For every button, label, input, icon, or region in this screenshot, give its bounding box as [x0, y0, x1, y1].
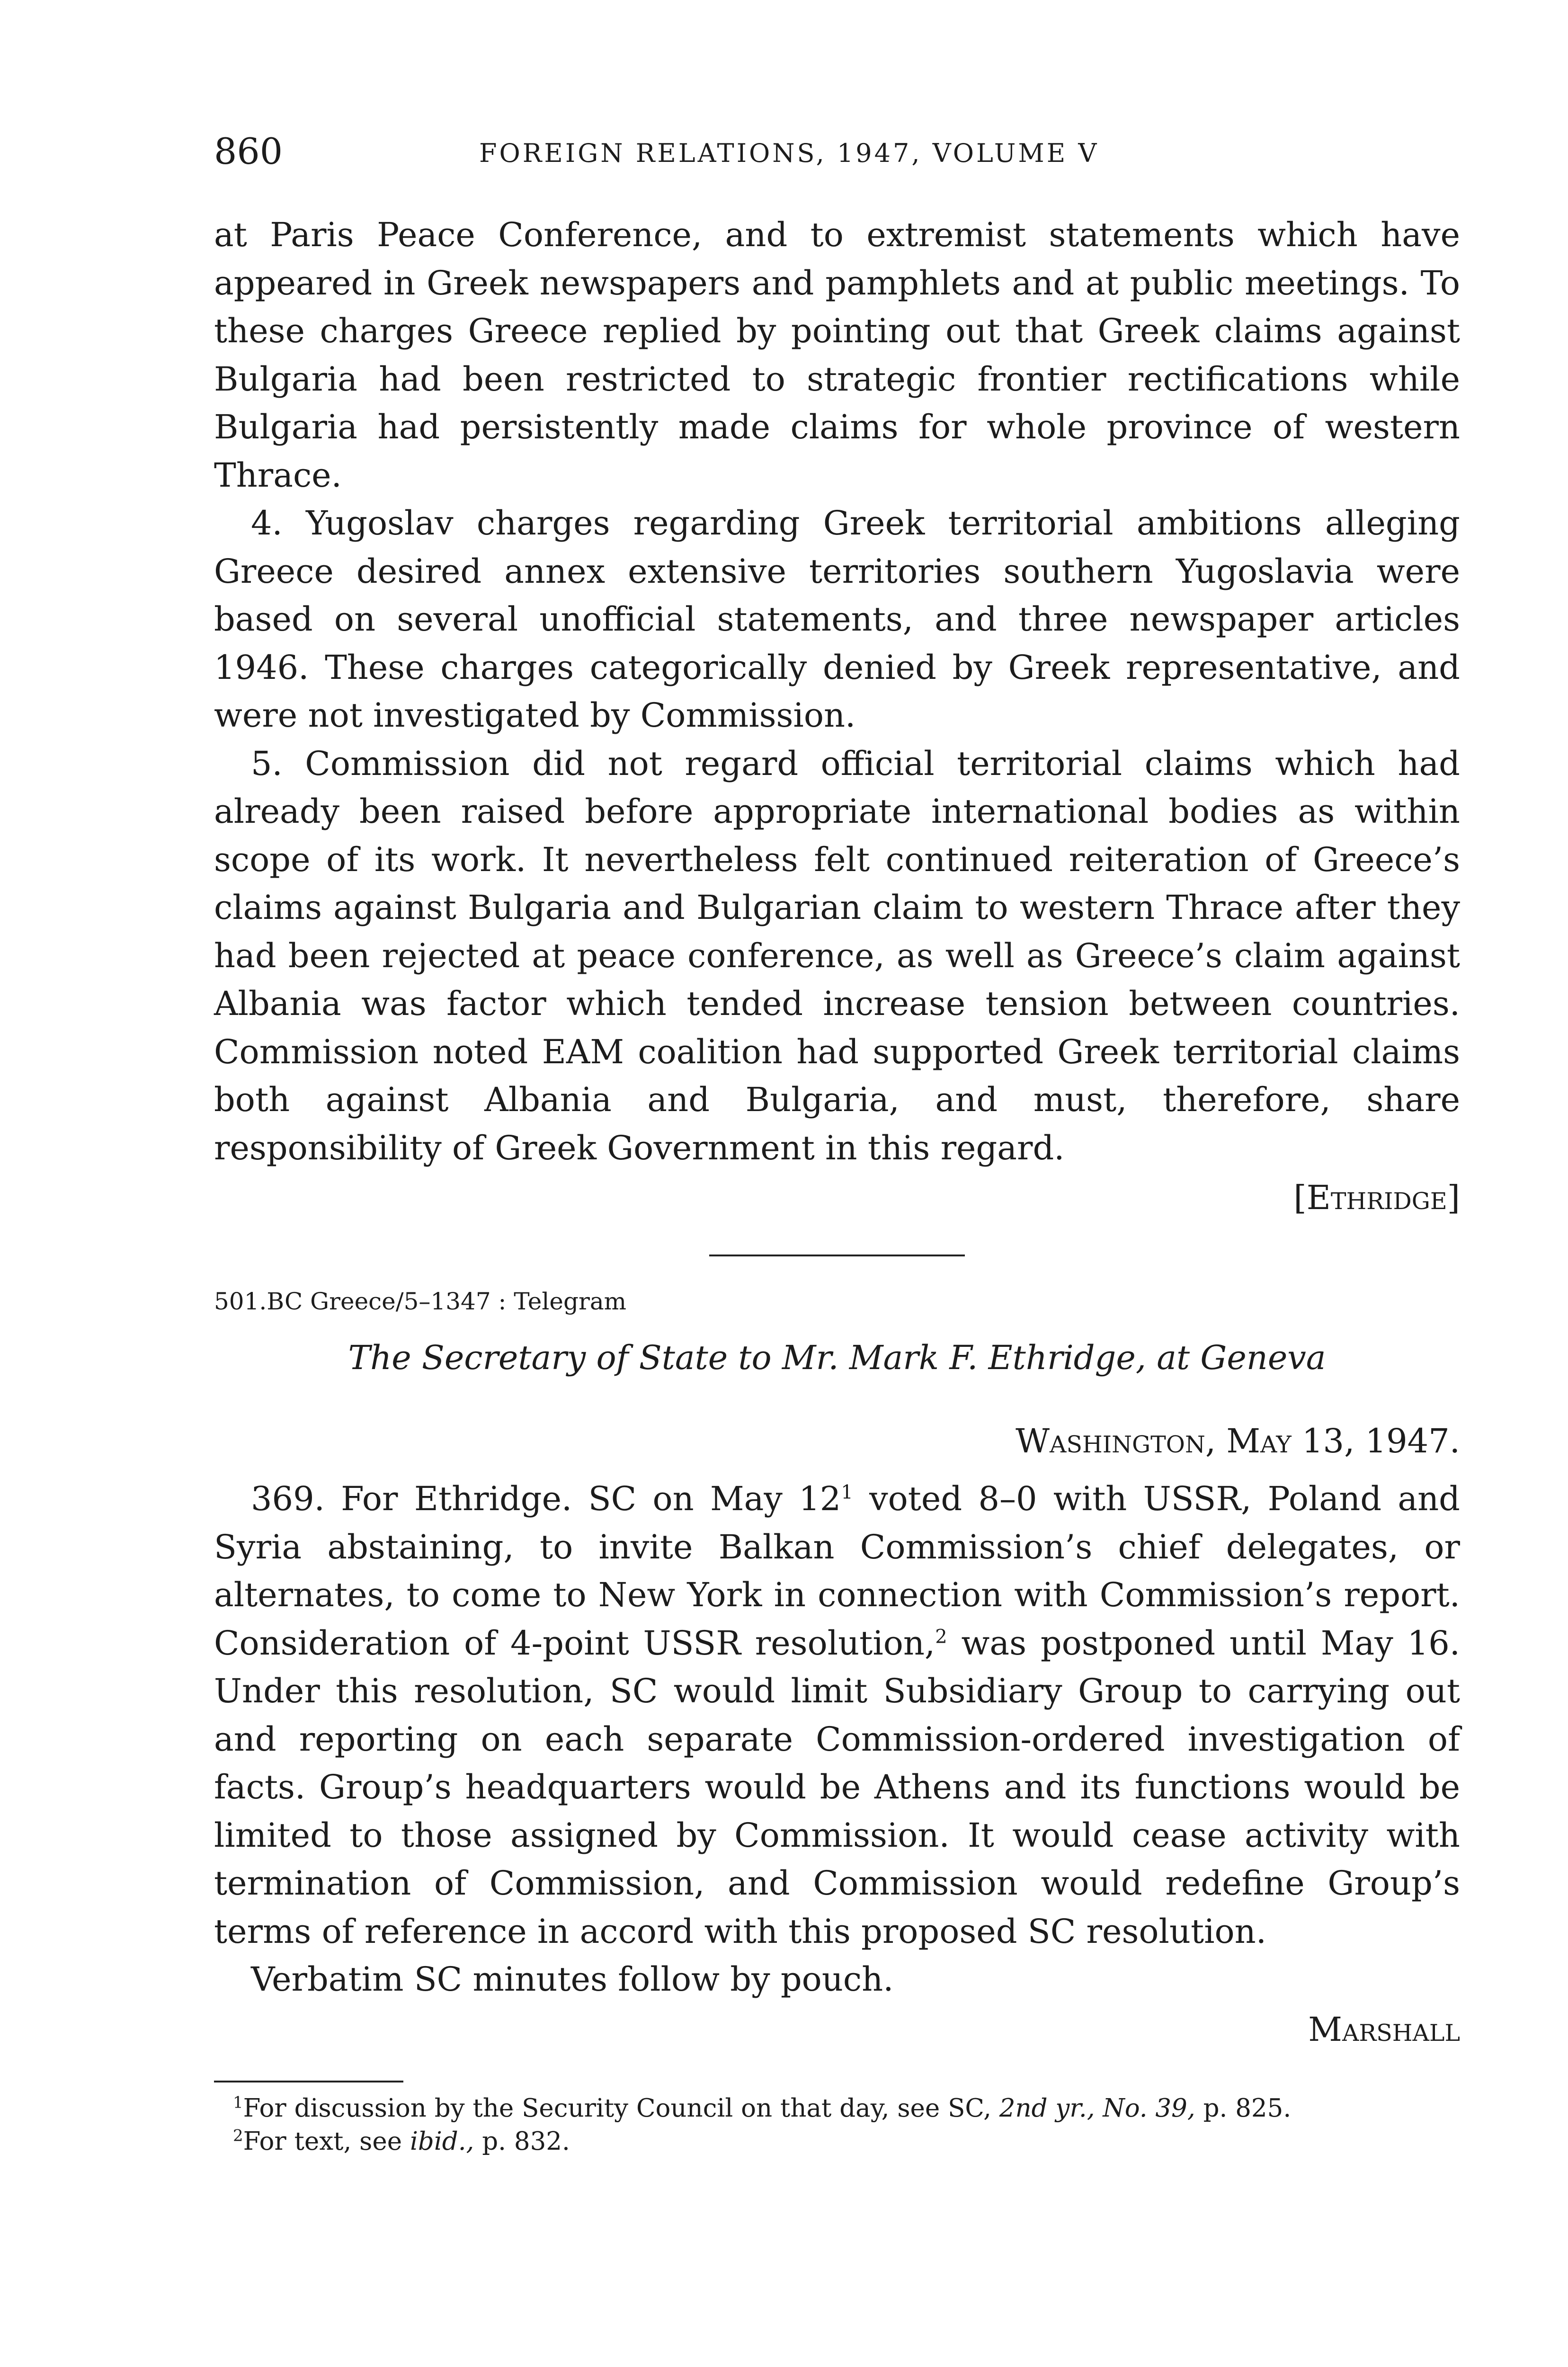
telegram-body [214, 1475, 1460, 1956]
running-title: FOREIGN RELATIONS, 1947, VOLUME V [479, 138, 1099, 168]
footnote-1 [214, 2092, 1460, 2125]
telegram-body-start: 369. For Ethridge. SC on May 12 [251, 1479, 841, 1518]
footnote-2-marker: 2 [233, 2126, 243, 2145]
footnote-2-text-b: p. 832. [474, 2127, 570, 2156]
signature-ethridge: [Ethridge] [1293, 1178, 1460, 1217]
file-number: 501.BC Greece/5–1347 : Telegram [214, 1288, 627, 1315]
running-header [214, 128, 1460, 180]
section-divider [709, 1255, 965, 1256]
paragraph-continued: at Paris Peace Conference, and to extremist statements which have appeared in Greek newspapers and pamphlets and at public meetings. To these charges Greece replied by pointing out that Greek claims against Bulgaria had been restricted to strategic frontier rectifications while Bulgaria had persistently made claims for whole province of western Thrace. [214, 215, 1460, 495]
footnote-ref-1[interactable]: 1 [841, 1481, 853, 1504]
document-page [214, 128, 1460, 2158]
footnote-2-citation: ibid., [410, 2127, 474, 2156]
footnote-divider [214, 2081, 403, 2082]
footnote-1-citation: 2nd yr., No. 39, [999, 2093, 1195, 2123]
telegram-body-end: was postponed until May 16. Under this resolution, SC would limit Subsidiary Group to carrying out and reporting on each separate Commission-ordered investigation of facts. Group’s headquarters would be Athens and its functions would be limited to those assigned by Commission. It would cease activity with termination of Commission, and Commission would redefine Group’s terms of reference in accord with this proposed SC resolution. [214, 1623, 1460, 1951]
footnote-2-text-a: For text, see [243, 2127, 410, 2156]
dateline: Washington, May 13, 1947. [1016, 1422, 1460, 1460]
telegram-closing: Verbatim SC minutes follow by pouch. [251, 1960, 894, 1999]
body-text [214, 211, 1460, 1221]
document-title: The Secretary of State to Mr. Mark F. Ethridge, at Geneva [348, 1338, 1326, 1377]
signature-marshall: Marshall [1308, 2010, 1460, 2049]
footnote-2 [214, 2125, 1460, 2158]
footnote-ref-2[interactable]: 2 [935, 1626, 947, 1648]
paragraph-4: 4. Yugoslav charges regarding Greek territorial ambitions alleging Greece desired annex extensive territories southern Yugoslavia were based on several unofficial statements, and three newspaper articles 1946. These charges categorically denied by Greek representative, and were not investigated by Commission. [214, 504, 1460, 735]
paragraph-5: 5. Commission did not regard official territorial claims which had already been raised before appropriate international bodies as within scope of its work. It nevertheless felt continued reiteration of Greece’s claims against Bulgaria and Bulgarian claim to western Thrace after they had been rejected at peace conference, as well as Greece’s claim against Albania was factor which tended increase tension between countries. Commission noted EAM coalition had supported Greek territorial claims both against Albania and Bulgaria, and must, therefore, share responsibility of Greek Government in this regard. [214, 744, 1460, 1167]
footnote-1-text-a: For discussion by the Security Council on that day, see SC, [243, 2093, 999, 2123]
telegram-body-mid: voted 8–0 with USSR, Poland and Syria abstaining, to invite Balkan Commission’s chief delegates, or alternates, to come to New York in connection with Commission’s report. Consideration of 4-point USSR resolution, [214, 1479, 1460, 1663]
footnote-1-marker: 1 [233, 2092, 243, 2112]
page-number: 860 [214, 130, 283, 172]
footnote-1-text-b: p. 825. [1195, 2093, 1292, 2123]
